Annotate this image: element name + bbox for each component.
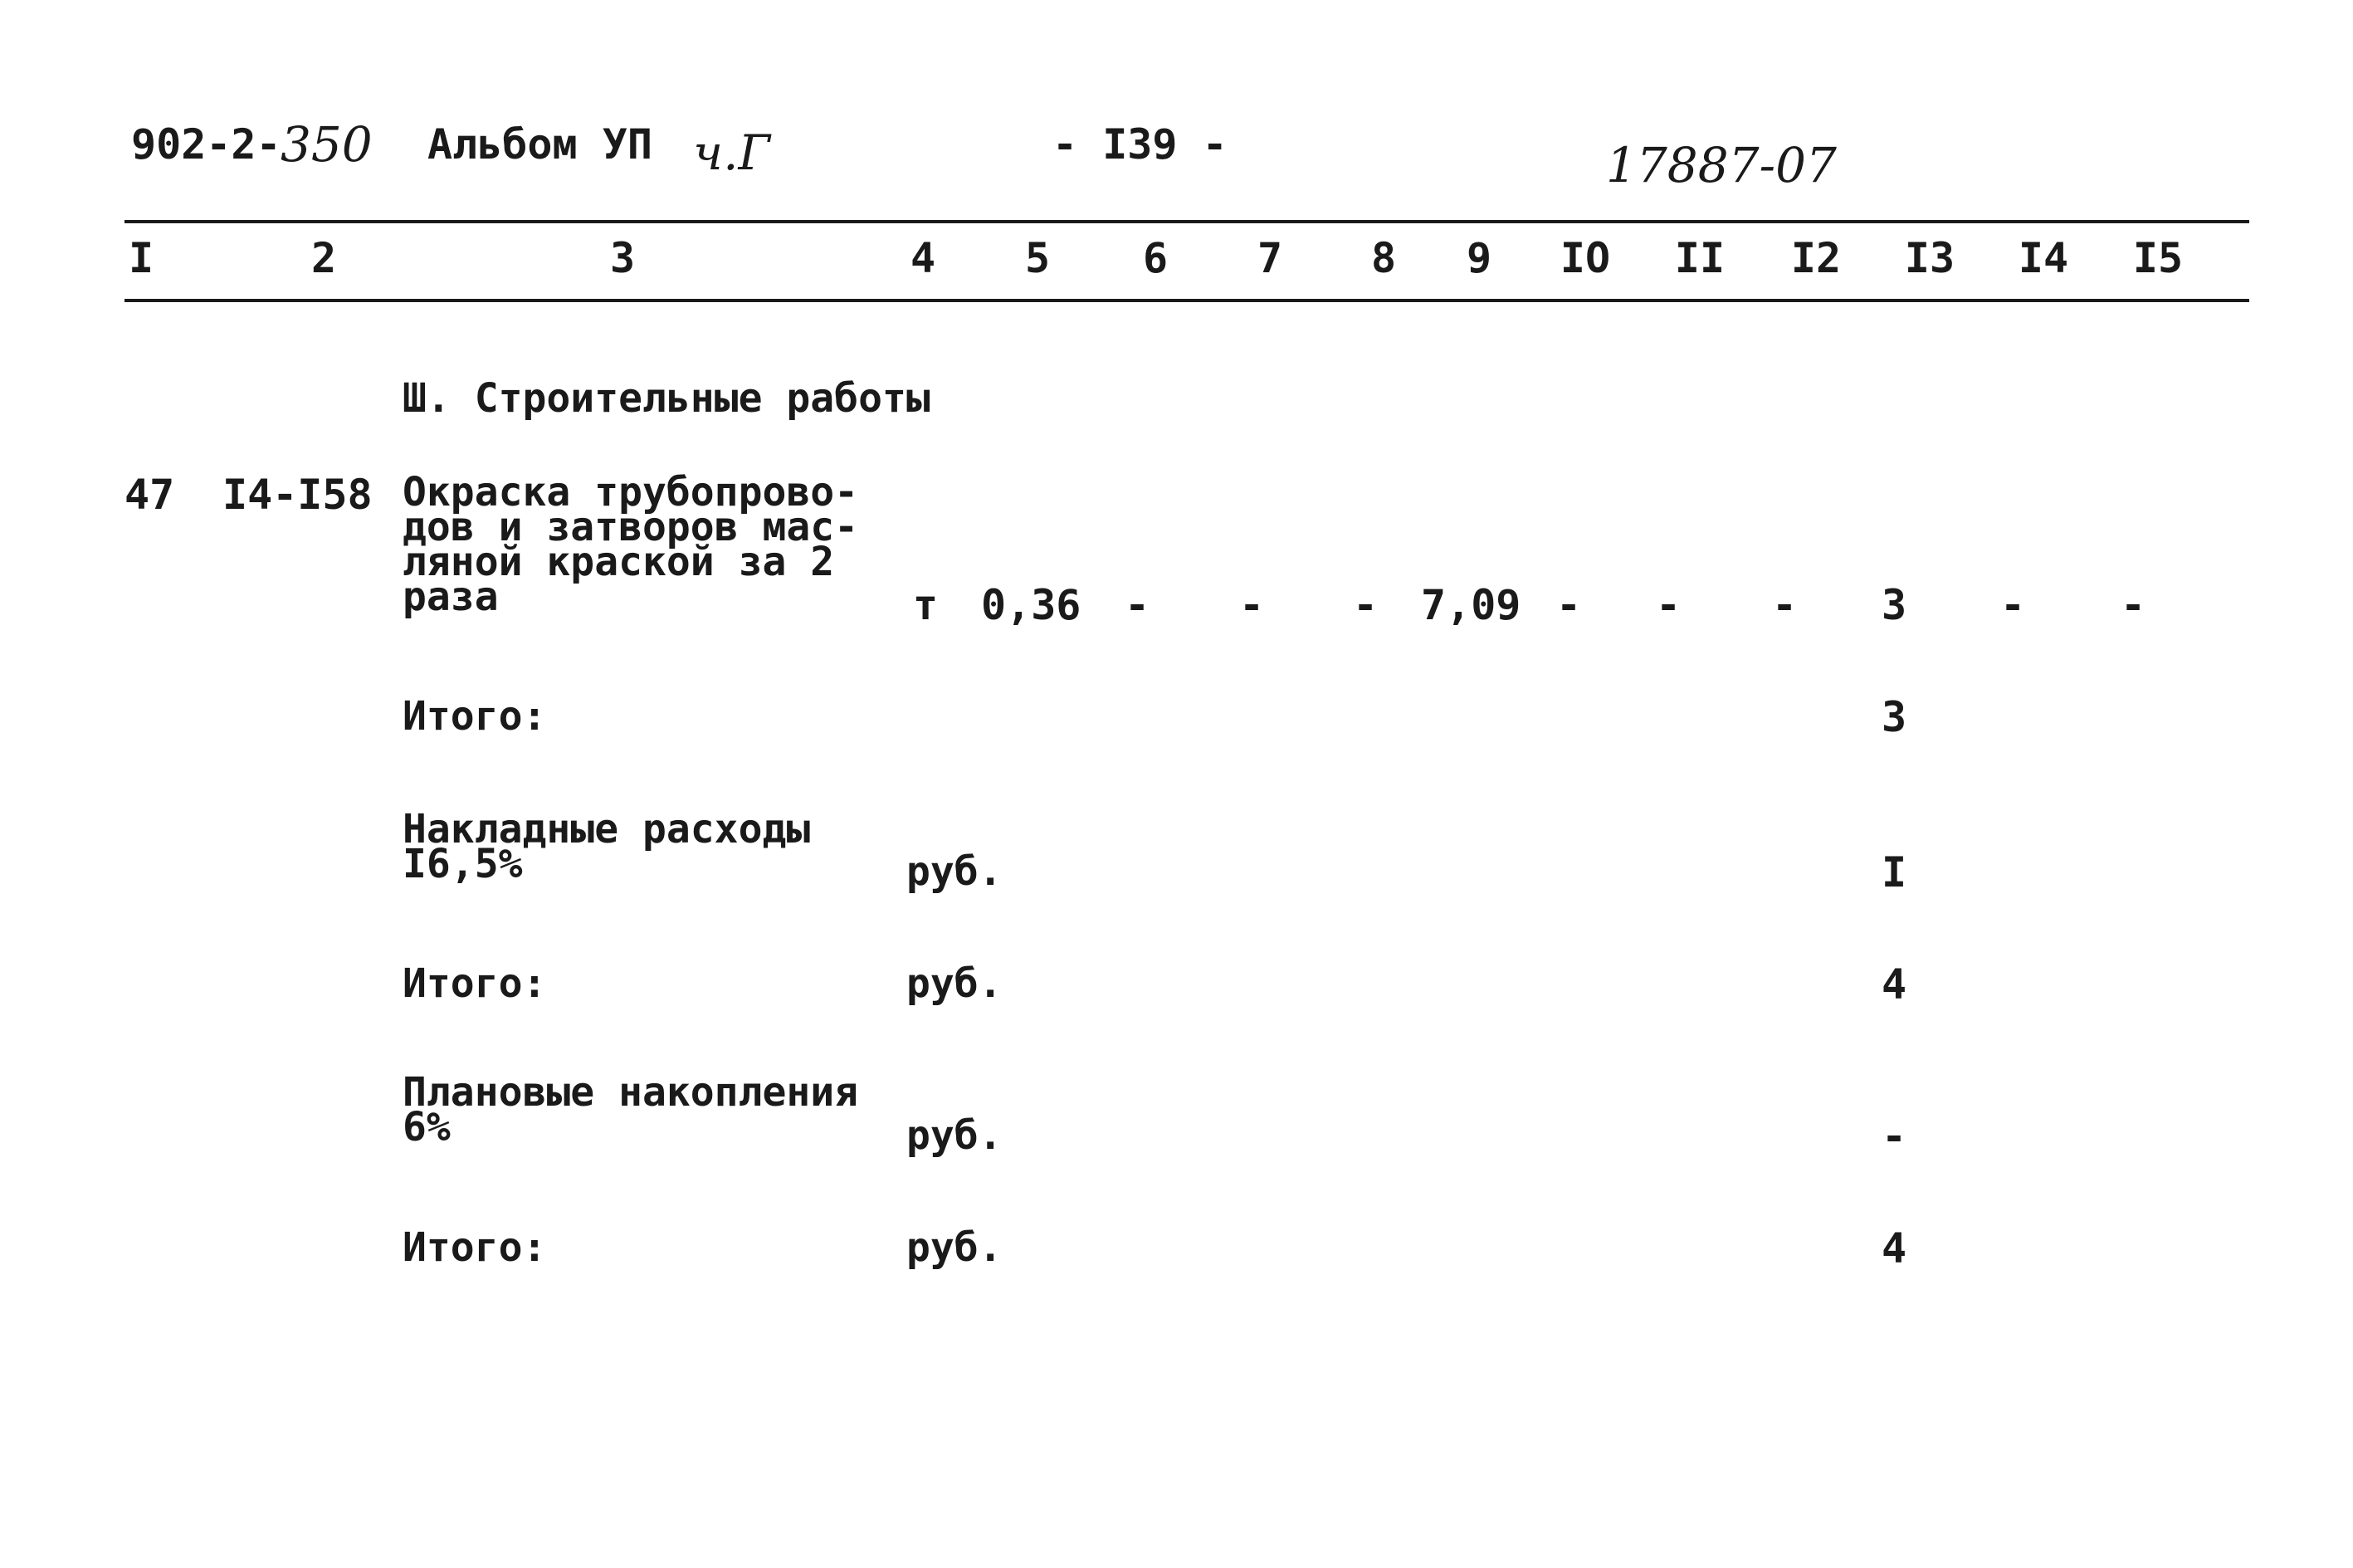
summary-value: 3 bbox=[1881, 693, 1907, 741]
column-number: 8 bbox=[1370, 234, 1397, 282]
column-number: 9 bbox=[1466, 234, 1492, 282]
column-number: I bbox=[128, 234, 154, 282]
quantity: 0,36 bbox=[981, 581, 1081, 629]
col11-value: - bbox=[1655, 581, 1682, 629]
column-number: I2 bbox=[1790, 234, 1842, 282]
summary-unit: руб. bbox=[906, 1224, 1003, 1271]
summary-label-line: Накладные расходы bbox=[403, 806, 811, 852]
description-line: Окраска трубопрово- bbox=[403, 469, 859, 515]
col9-value: 7,09 bbox=[1421, 581, 1521, 629]
col7-value: - bbox=[1238, 581, 1265, 629]
doc-code: 902-2- bbox=[131, 120, 281, 169]
doc-code-handwritten: 350 bbox=[281, 116, 373, 173]
summary-label: Итого: bbox=[403, 1224, 547, 1271]
col12-value: - bbox=[1771, 581, 1798, 629]
col6-value: - bbox=[1124, 581, 1150, 629]
page-number: - I39 - bbox=[1052, 120, 1228, 169]
summary-value: - bbox=[1881, 1112, 1907, 1160]
col14-value: - bbox=[1999, 581, 2026, 629]
description-line: дов и затворов мас- bbox=[403, 504, 859, 550]
row-description bbox=[403, 469, 859, 620]
summary-value: 4 bbox=[1881, 1224, 1907, 1272]
summary-label-line: I6,5% bbox=[403, 841, 523, 887]
column-number: 6 bbox=[1142, 234, 1169, 282]
row-number: 47 bbox=[124, 471, 175, 519]
column-number: 2 bbox=[310, 234, 337, 282]
header-rule-bottom bbox=[124, 299, 2249, 302]
album-label: Альбом УП bbox=[427, 120, 652, 169]
column-number: I4 bbox=[2018, 234, 2069, 282]
column-number: I3 bbox=[1904, 234, 1955, 282]
column-number: I5 bbox=[2132, 234, 2184, 282]
column-number: 4 bbox=[910, 234, 936, 282]
summary-value: 4 bbox=[1881, 960, 1907, 1009]
description-line: раза bbox=[403, 574, 499, 620]
price-code: I4-I58 bbox=[222, 471, 373, 519]
column-number: 3 bbox=[609, 234, 636, 282]
col13-value: 3 bbox=[1881, 581, 1907, 629]
column-number: 5 bbox=[1024, 234, 1051, 282]
summary-unit: руб. bbox=[906, 960, 1003, 1007]
col8-value: - bbox=[1352, 581, 1379, 629]
summary-label: Итого: bbox=[403, 960, 547, 1007]
column-number: IO bbox=[1560, 234, 1611, 282]
summary-label: Итого: bbox=[403, 693, 547, 740]
col15-value: - bbox=[2120, 581, 2146, 629]
part-handwritten: ч.Г bbox=[693, 125, 770, 181]
column-number: II bbox=[1674, 234, 1726, 282]
col10-value: - bbox=[1555, 581, 1582, 629]
section-title: Ш. Строительные работы bbox=[403, 375, 930, 422]
summary-label-line: Плановые накопления bbox=[403, 1069, 859, 1116]
summary-unit: руб. bbox=[906, 1112, 1003, 1159]
header-rule-top bbox=[124, 220, 2249, 223]
column-number: 7 bbox=[1257, 234, 1283, 282]
inventory-number-handwritten: 17887-07 bbox=[1606, 137, 1837, 193]
description-line: ляной краской за 2 bbox=[403, 539, 835, 585]
summary-label bbox=[403, 806, 811, 887]
summary-unit: руб. bbox=[906, 848, 1003, 895]
unit: т bbox=[913, 581, 939, 629]
summary-label-line: 6% bbox=[403, 1104, 451, 1150]
summary-value: I bbox=[1881, 848, 1907, 896]
summary-label bbox=[403, 1069, 859, 1150]
